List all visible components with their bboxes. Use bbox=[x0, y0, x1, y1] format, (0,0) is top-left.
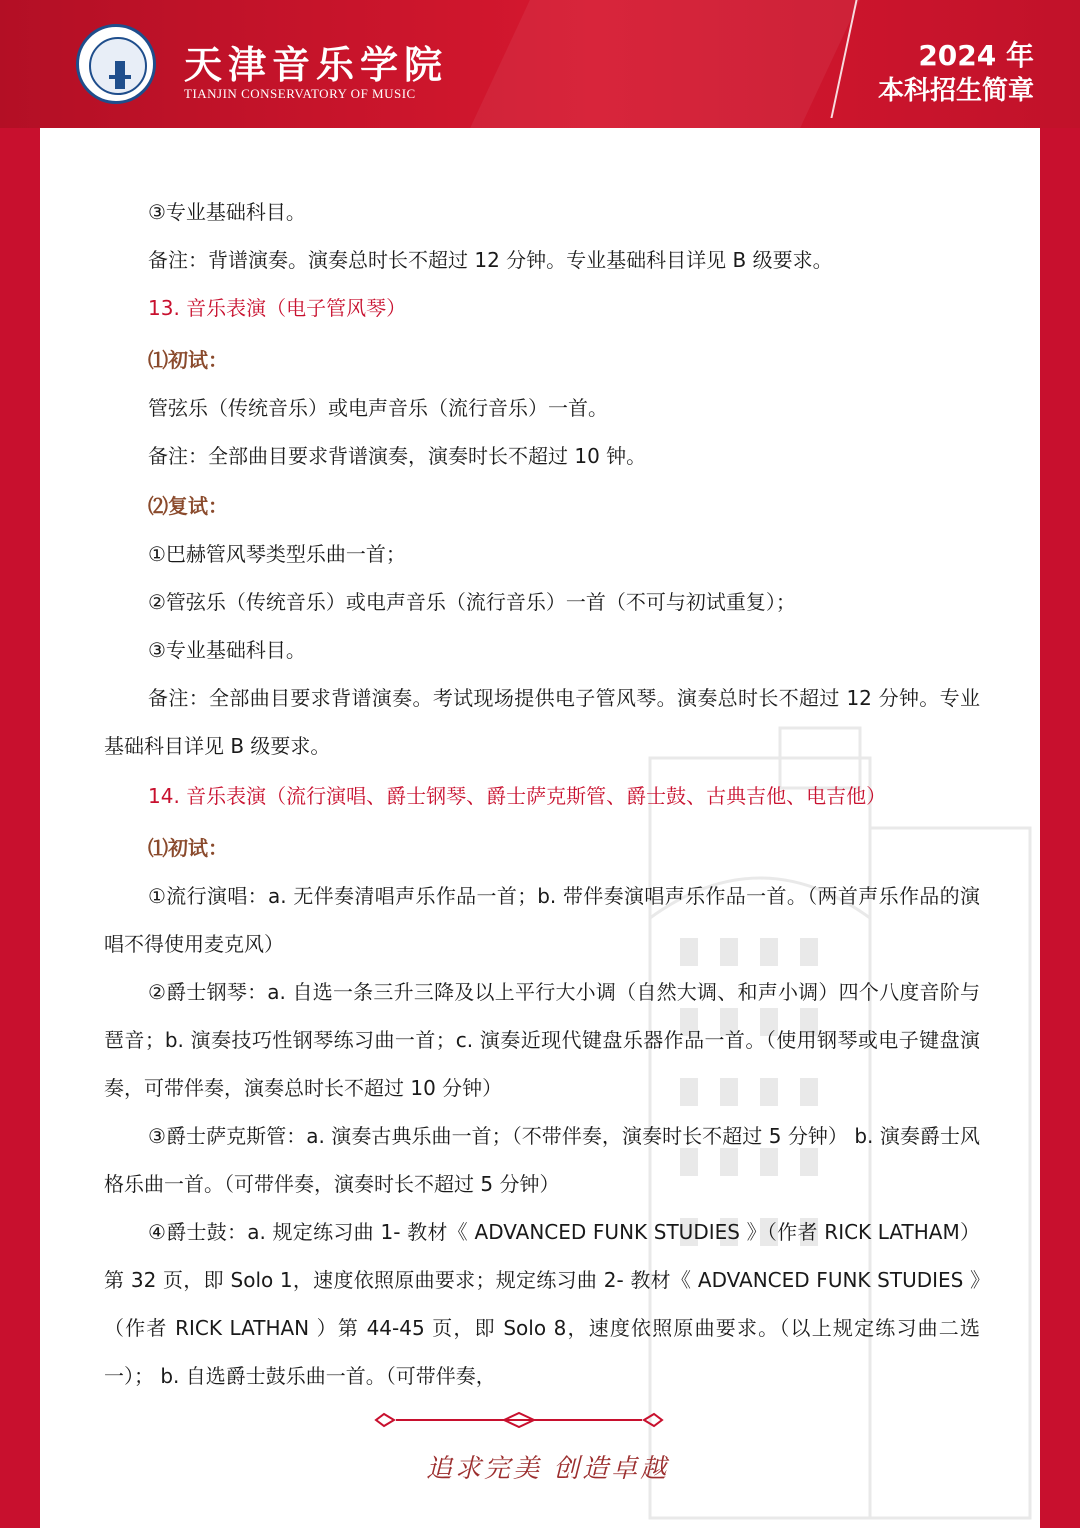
paragraph: ②爵士钢琴：a. 自选一条三升三降及以上平行大小调（自然大调、和声小调）四个八度音阶与琶音；b. 演奏技巧性钢琴练习曲一首；c. 演奏近现代键盘乐器作品一首。（使用钢琴或电子键盘演奏，可带伴奏，演奏总时长不超过 10 分钟） bbox=[104, 980, 980, 1100]
footer-slogan: 追求完美 创造卓越 bbox=[426, 1454, 670, 1484]
brochure-title: 本科招生简章 bbox=[877, 76, 1034, 106]
paragraph: 备注：背谱演奏。演奏总时长不超过 12 分钟。专业基础科目详见 B 级要求。 bbox=[148, 248, 833, 272]
paragraph: ①巴赫管风琴类型乐曲一首； bbox=[148, 542, 406, 566]
subsection-heading: ⑴初试： bbox=[148, 836, 228, 860]
header-decoration bbox=[470, 0, 860, 128]
paragraph: 管弦乐（传统音乐）或电声音乐（流行音乐）一首。 bbox=[148, 396, 608, 420]
footer-ornament bbox=[374, 1410, 664, 1430]
subsection-heading: ⑵复试： bbox=[148, 494, 228, 518]
school-name-cn: 天津音乐学院 bbox=[184, 42, 449, 87]
paragraph: 备注：全部曲目要求背谱演奏。考试现场提供电子管风琴。演奏总时长不超过 12 分钟。专业基础科目详见 B 级要求。 bbox=[104, 686, 980, 758]
school-name-en: TIANJIN CONSERVATORY OF MUSIC bbox=[184, 86, 416, 101]
school-seal-icon bbox=[76, 24, 156, 104]
paragraph: ②管弦乐（传统音乐）或电声音乐（流行音乐）一首（不可与初试重复）； bbox=[148, 590, 796, 614]
paragraph: ③爵士萨克斯管：a. 演奏古典乐曲一首；（不带伴奏，演奏时长不超过 5 分钟） b. 演奏爵士风格乐曲一首。（可带伴奏，演奏时长不超过 5 分钟） bbox=[104, 1124, 980, 1196]
paragraph: ③专业基础科目。 bbox=[148, 200, 306, 224]
content-card bbox=[40, 128, 1040, 1528]
brochure-year: 2024 年 bbox=[918, 39, 1034, 72]
paragraph: ④爵士鼓：a. 规定练习曲 1- 教材《 ADVANCED FUNK STUDIES 》（作者 RICK LATHAM）第 32 页，即 Solo 1，速度依照原曲要求；规定练习曲 2- 教材《 ADVANCED FUNK STUDIES 》（作者 RICK LATHAN ）第 44-45 页，即 Solo 8，速度依照原曲要求。（以上规定练习曲二选一）； b. 自选爵士鼓乐曲一首。（可带伴奏， bbox=[104, 1220, 980, 1388]
paragraph: 备注：全部曲目要求背谱演奏，演奏时长不超过 10 钟。 bbox=[148, 444, 647, 468]
paragraph: ①流行演唱：a. 无伴奏清唱声乐作品一首；b. 带伴奏演唱声乐作品一首。（两首声乐作品的演唱不得使用麦克风） bbox=[104, 884, 980, 956]
section-heading: 14. 音乐表演（流行演唱、爵士钢琴、爵士萨克斯管、爵士鼓、古典吉他、电吉他） bbox=[148, 784, 887, 808]
section-heading: 13. 音乐表演（电子管风琴） bbox=[148, 296, 407, 320]
subsection-heading: ⑴初试： bbox=[148, 348, 228, 372]
header-band bbox=[0, 0, 1080, 128]
paragraph: ③专业基础科目。 bbox=[148, 638, 306, 662]
